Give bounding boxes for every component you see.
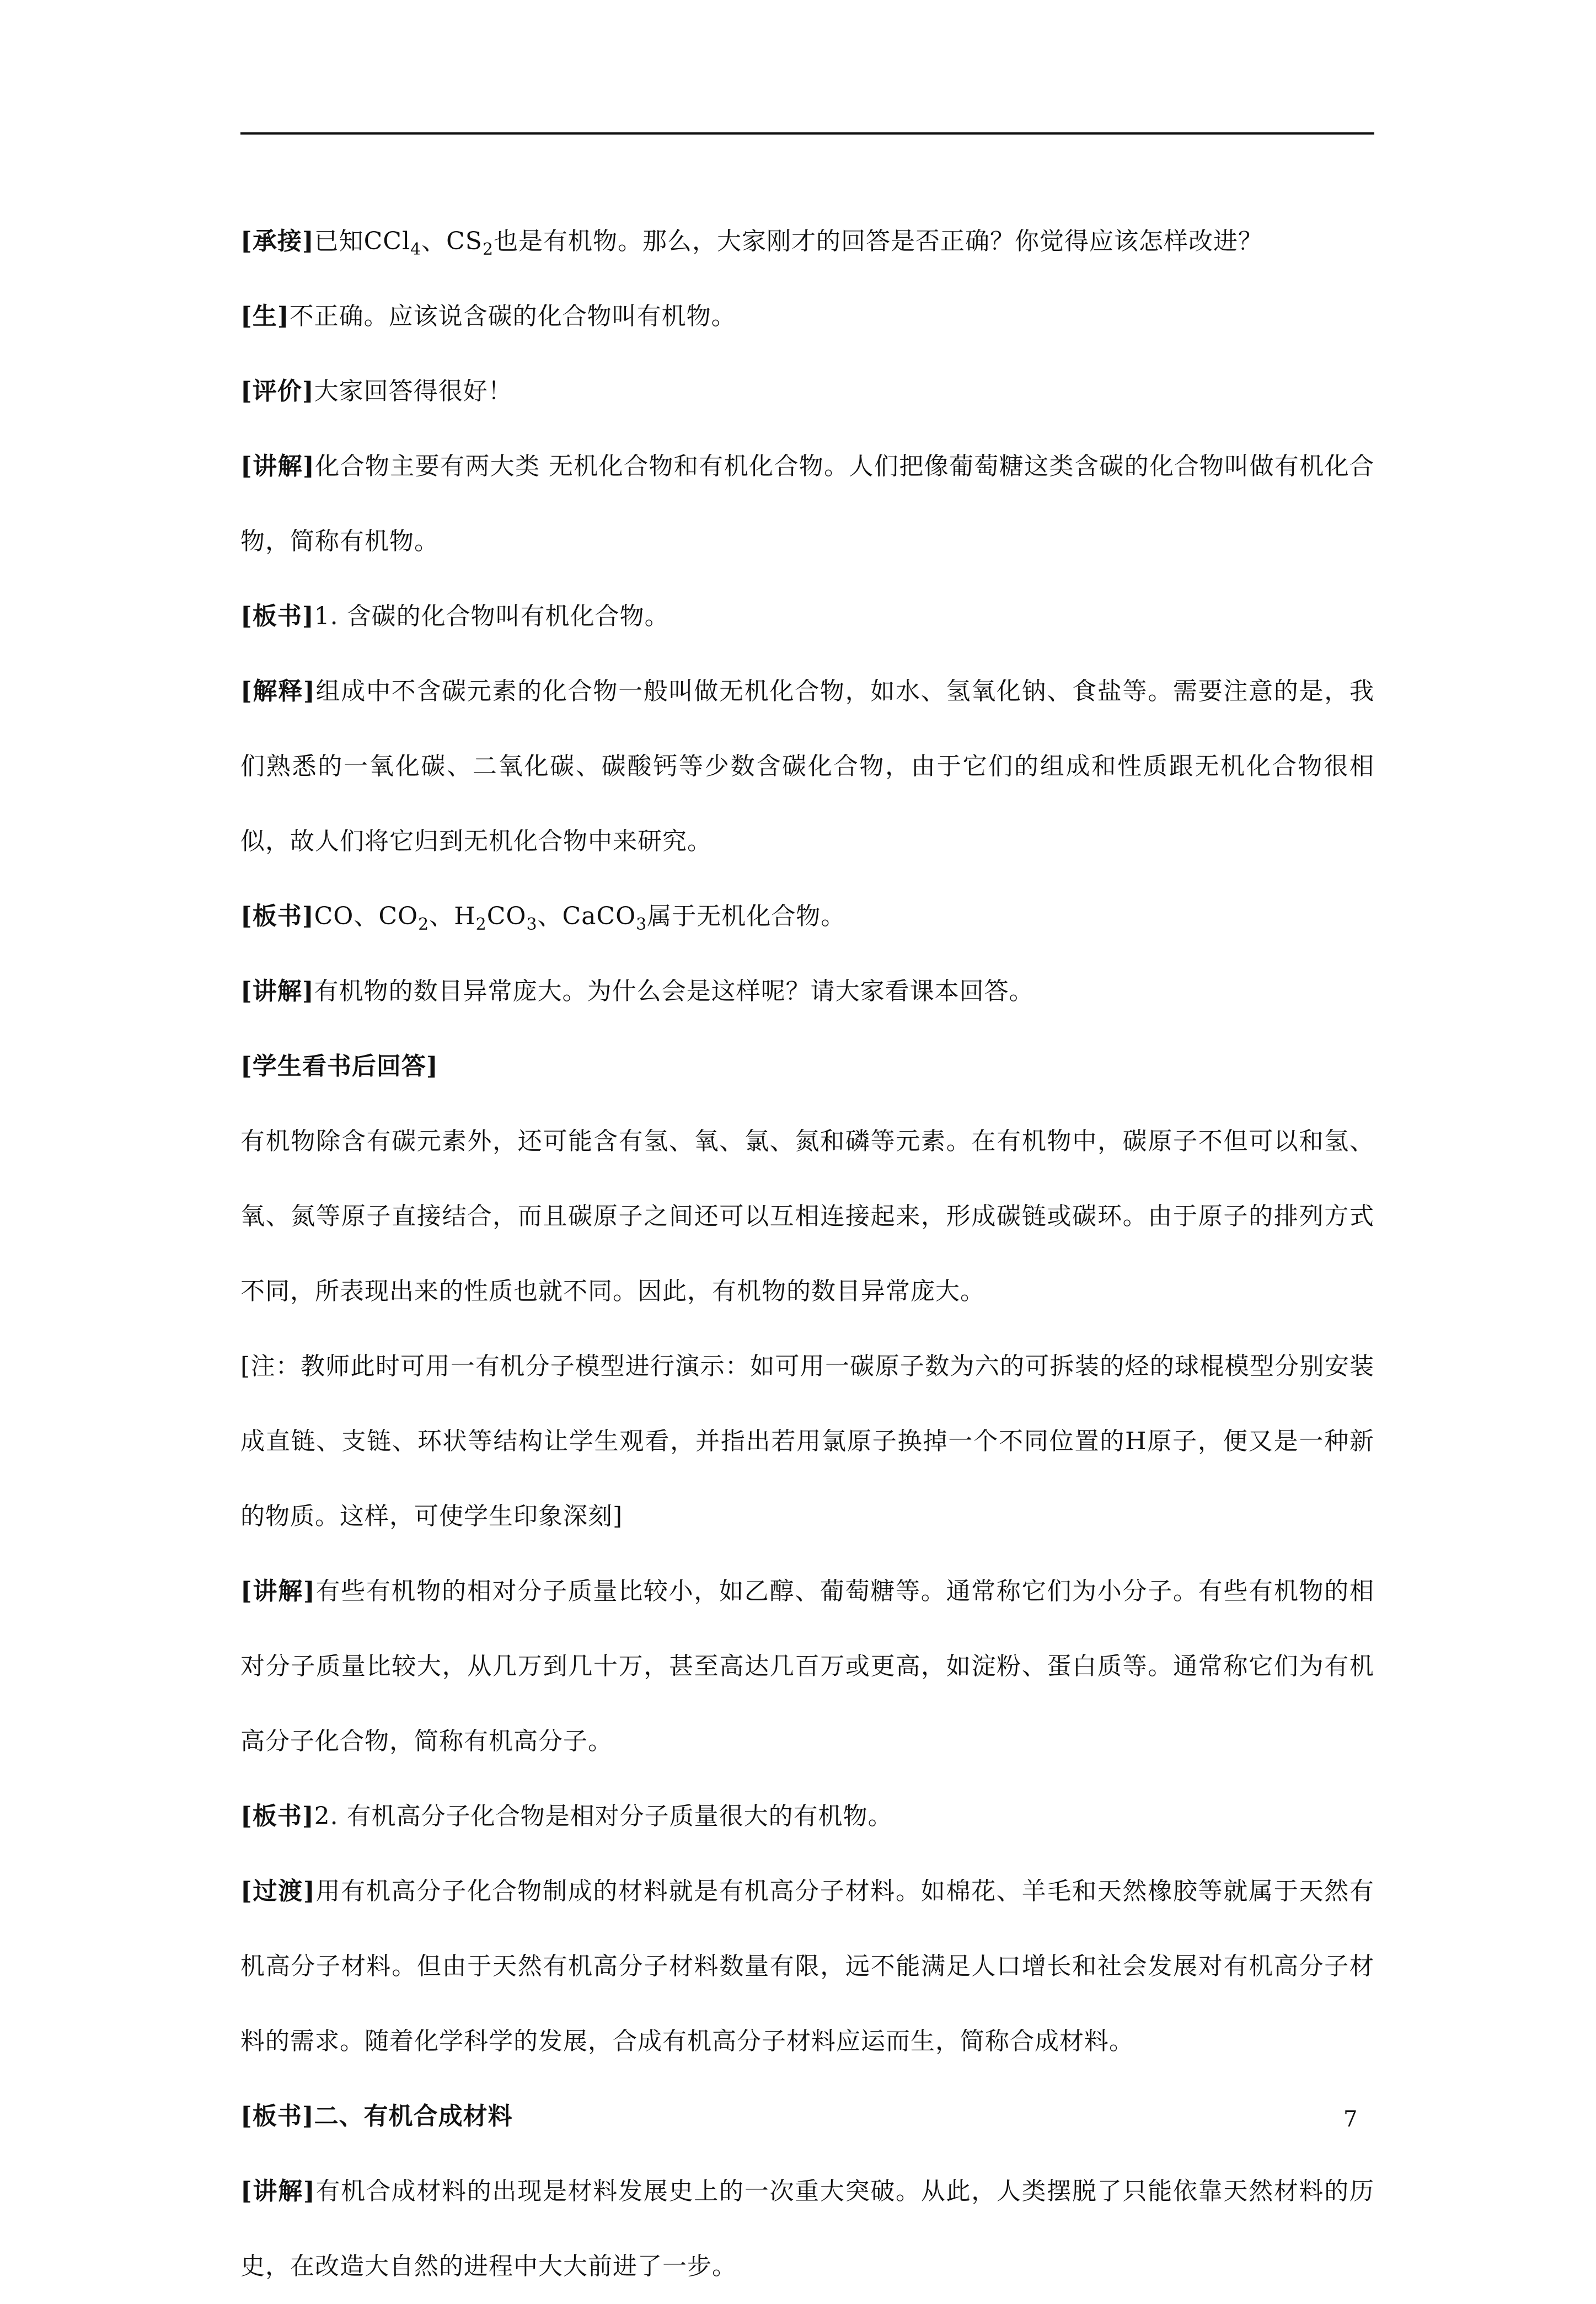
- page-number: 7: [1343, 2107, 1358, 2132]
- subscript: 2: [482, 240, 494, 259]
- text-run: 、CS: [421, 227, 483, 255]
- paragraph-pingjia: [240, 354, 1374, 429]
- subscript: 2: [418, 915, 430, 934]
- paragraph-jieshi: [240, 654, 1374, 879]
- paragraph-tag: [板书]: [240, 902, 314, 930]
- paragraph-banshu-2: [240, 879, 1374, 954]
- paragraph-tag: [讲解]: [240, 977, 314, 1005]
- paragraph-tag: [讲解]: [240, 1577, 315, 1605]
- header-rule: [240, 132, 1374, 135]
- paragraph-text: 2. 有机高分子化合物是相对分子质量很大的有机物。: [314, 1802, 893, 1830]
- paragraph-student-answer-heading: [240, 1029, 1374, 1104]
- text-run: 也是有机物。那么，大家刚才的回答是否正确？你觉得应该怎样改进？: [494, 227, 1263, 255]
- paragraph-text: [注：教师此时可用一有机分子模型进行演示：如可用一碳原子数为六的可拆装的烃的球棍模型分别安装成直链、支链、环状等结构让学生观看，并指出若用氯原子换掉一个不同位置的H原子，便又是一种新的物质。这样，可使学生印象深刻]: [240, 1352, 1374, 1530]
- text-run: CO: [486, 902, 527, 930]
- paragraph-text: 用有机高分子化合物制成的材料就是有机高分子材料。如棉花、羊毛和天然橡胶等就属于天然有机高分子材料。但由于天然有机高分子材料数量有限，远不能满足人口增长和社会发展对有机高分子材料的需求。随着化学科学的发展，合成有机高分子材料应运而生，简称合成材料。: [240, 1877, 1374, 2055]
- subscript: 2: [475, 915, 487, 934]
- text-run: 、CaCO: [537, 902, 636, 930]
- paragraph-jiangjie-2: [240, 954, 1374, 1029]
- paragraph-chengjie: [240, 204, 1374, 279]
- text-run: CO、CO: [314, 902, 419, 930]
- paragraph-tag: [评价]: [240, 377, 314, 405]
- paragraph-text: 有机物除含有碳元素外，还可能含有氢、氧、氯、氮和磷等元素。在有机物中，碳原子不但可以和氢、氧、氮等原子直接结合，而且碳原子之间还可以互相连接起来，形成碳链或碳环。由于原子的排列方式不同，所表现出来的性质也就不同。因此，有机物的数目异常庞大。: [240, 1127, 1374, 1305]
- paragraph-student-answer: [240, 1104, 1374, 1329]
- paragraph-tag: [学生看书后回答]: [240, 1052, 438, 1080]
- paragraph-tag: [板书]: [240, 1802, 314, 1830]
- paragraph-jiangjie-3: [240, 1554, 1374, 1779]
- paragraph-text: 组成中不含碳元素的化合物一般叫做无机化合物，如水、氢氧化钠、食盐等。需要注意的是，我们熟悉的一氧化碳、二氧化碳、碳酸钙等少数含碳化合物，由于它们的组成和性质跟无机化合物很相似，故人们将它归到无机化合物中来研究。: [240, 677, 1374, 855]
- paragraph-tag: [讲解]: [240, 2177, 315, 2205]
- paragraph-tag: [承接]: [240, 227, 314, 255]
- paragraph-banshu-3: [240, 1779, 1374, 1854]
- paragraph-guodu: [240, 1854, 1374, 2079]
- text-run: 已知CCl: [314, 227, 411, 255]
- paragraph-note: [240, 1329, 1374, 1554]
- paragraph-text: 1. 含碳的化合物叫有机化合物。: [314, 602, 670, 630]
- subscript: 4: [410, 240, 422, 259]
- document-body: [240, 204, 1374, 2304]
- paragraph-text: 有机合成材料的出现是材料发展史上的一次重大突破。从此，人类摆脱了只能依靠天然材料的历史，在改造大自然的进程中大大前进了一步。: [240, 2177, 1374, 2280]
- subscript: 3: [636, 915, 647, 934]
- paragraph-text: 不正确。应该说含碳的化合物叫有机物。: [289, 302, 736, 330]
- paragraph-banshu-1: [240, 579, 1374, 654]
- paragraph-tag: [板书]二、有机合成材料: [240, 2102, 513, 2130]
- paragraph-jiangjie-4: [240, 2154, 1374, 2304]
- text-run: 、H: [429, 902, 476, 930]
- subscript: 3: [526, 915, 538, 934]
- paragraph-sheng: [240, 279, 1374, 354]
- text-run: 属于无机化合物。: [647, 902, 846, 930]
- paragraph-tag: [讲解]: [240, 452, 315, 480]
- paragraph-tag: [生]: [240, 302, 290, 330]
- paragraph-tag: [过渡]: [240, 1877, 315, 1905]
- paragraph-tag: [板书]: [240, 602, 314, 630]
- paragraph-banshu-heading: [240, 2079, 1374, 2154]
- paragraph-text: 大家回答得很好！: [314, 377, 513, 405]
- paragraph-text: 有机物的数目异常庞大。为什么会是这样呢？请大家看课本回答。: [314, 977, 1034, 1005]
- paragraph-jiangjie-1: [240, 429, 1374, 579]
- paragraph-text: 化合物主要有两大类 无机化合物和有机化合物。人们把像葡萄糖这类含碳的化合物叫做有机化合物，简称有机物。: [240, 452, 1375, 555]
- paragraph-text: 有些有机物的相对分子质量比较小，如乙醇、葡萄糖等。通常称它们为小分子。有些有机物的相对分子质量比较大，从几万到几十万，甚至高达几百万或更高，如淀粉、蛋白质等。通常称它们为有机高分子化合物，简称有机高分子。: [240, 1577, 1374, 1755]
- paragraph-tag: [解释]: [240, 677, 315, 705]
